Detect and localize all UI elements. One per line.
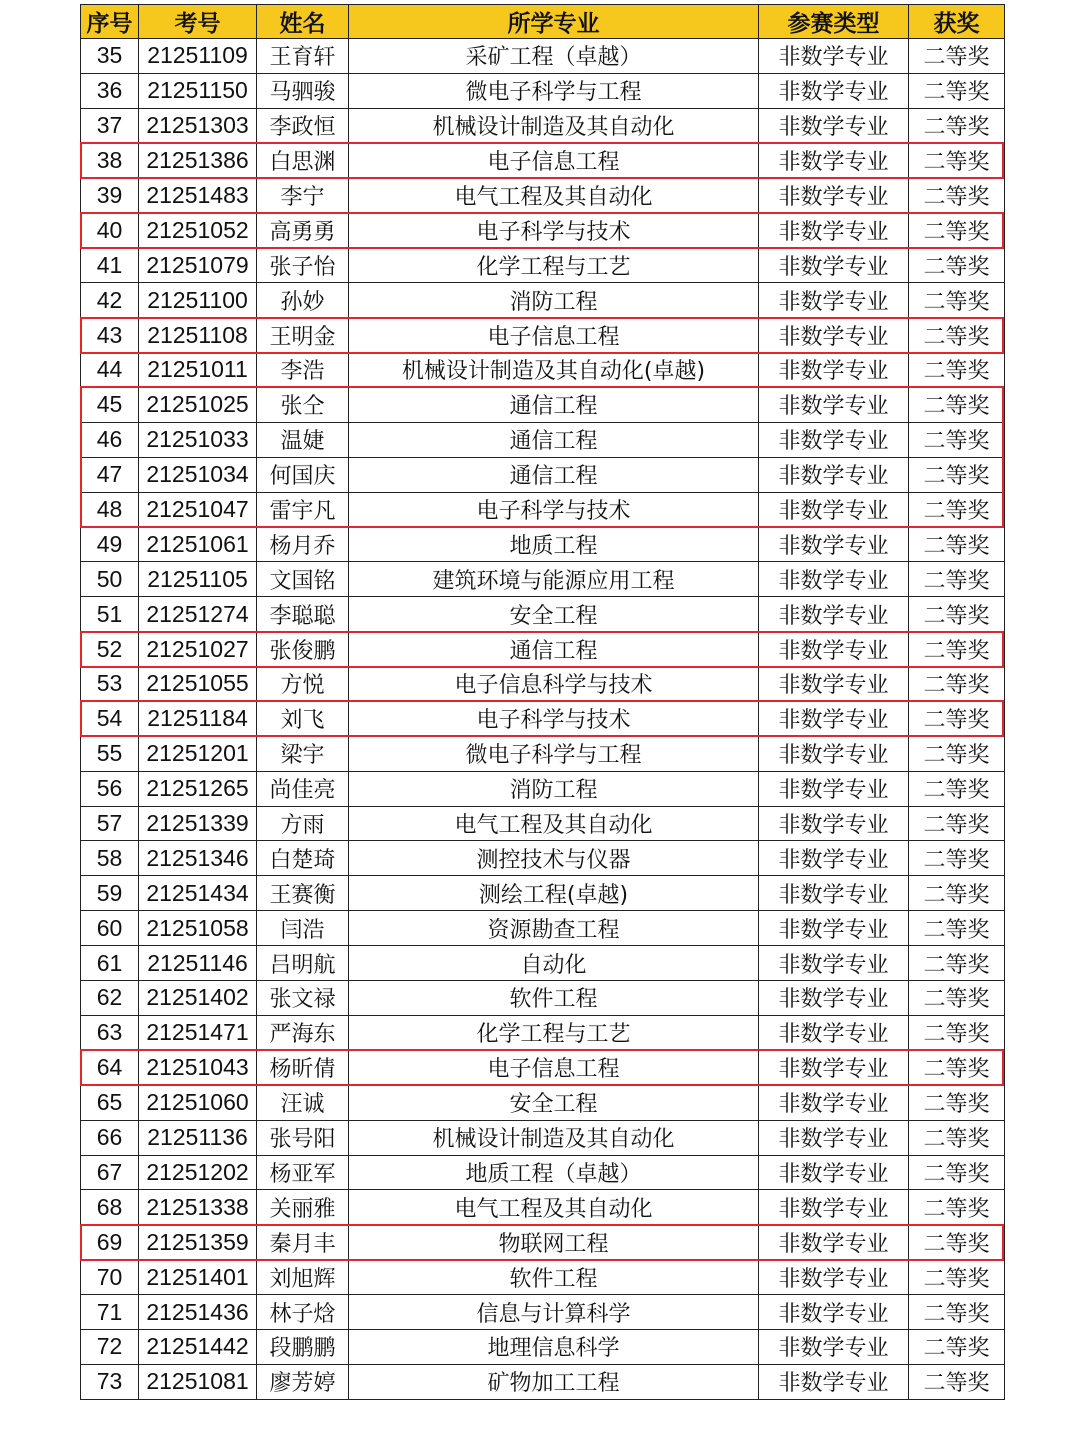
cell-major: 地质工程 [349, 527, 759, 562]
cell-major: 自动化 [349, 946, 759, 981]
cell-name: 方悦 [257, 667, 349, 702]
cell-type: 非数学专业 [759, 1225, 909, 1260]
cell-award: 二等奖 [909, 387, 1005, 422]
cell-award: 二等奖 [909, 353, 1005, 388]
cell-award: 二等奖 [909, 143, 1005, 178]
cell-name: 廖芳婷 [257, 1364, 349, 1399]
cell-type: 非数学专业 [759, 387, 909, 422]
cell-serial: 38 [81, 143, 139, 178]
cell-name: 秦月丰 [257, 1225, 349, 1260]
cell-serial: 47 [81, 457, 139, 492]
cell-serial: 71 [81, 1295, 139, 1330]
cell-serial: 58 [81, 841, 139, 876]
cell-award: 二等奖 [909, 457, 1005, 492]
cell-name: 王赛衡 [257, 876, 349, 911]
cell-serial: 49 [81, 527, 139, 562]
cell-type: 非数学专业 [759, 1364, 909, 1399]
cell-award: 二等奖 [909, 1329, 1005, 1364]
cell-major: 机械设计制造及其自动化 [349, 108, 759, 143]
cell-award: 二等奖 [909, 39, 1005, 74]
cell-serial: 43 [81, 318, 139, 353]
cell-major: 测控技术与仪器 [349, 841, 759, 876]
cell-type: 非数学专业 [759, 1050, 909, 1085]
cell-major: 微电子科学与工程 [349, 73, 759, 108]
cell-major: 信息与计算科学 [349, 1295, 759, 1330]
cell-exam-id: 21251060 [139, 1085, 257, 1120]
header-major: 所学专业 [349, 5, 759, 39]
cell-exam-id: 21251047 [139, 492, 257, 527]
cell-name: 关丽雅 [257, 1190, 349, 1225]
cell-exam-id: 21251265 [139, 771, 257, 806]
cell-major: 化学工程与工艺 [349, 248, 759, 283]
cell-major: 电气工程及其自动化 [349, 178, 759, 213]
cell-award: 二等奖 [909, 1155, 1005, 1190]
cell-exam-id: 21251150 [139, 73, 257, 108]
cell-name: 温婕 [257, 422, 349, 457]
cell-serial: 57 [81, 806, 139, 841]
cell-type: 非数学专业 [759, 527, 909, 562]
cell-serial: 67 [81, 1155, 139, 1190]
cell-type: 非数学专业 [759, 771, 909, 806]
cell-name: 杨昕倩 [257, 1050, 349, 1085]
cell-award: 二等奖 [909, 736, 1005, 771]
cell-major: 通信工程 [349, 457, 759, 492]
cell-exam-id: 21251052 [139, 213, 257, 248]
table-row [81, 1120, 1005, 1155]
cell-name: 杨月乔 [257, 527, 349, 562]
cell-major: 消防工程 [349, 283, 759, 318]
table-row [81, 1190, 1005, 1225]
cell-serial: 65 [81, 1085, 139, 1120]
cell-type: 非数学专业 [759, 806, 909, 841]
table-row [81, 318, 1005, 353]
cell-name: 张号阳 [257, 1120, 349, 1155]
table-row [81, 457, 1005, 492]
cell-type: 非数学专业 [759, 562, 909, 597]
cell-award: 二等奖 [909, 248, 1005, 283]
cell-major: 通信工程 [349, 387, 759, 422]
cell-award: 二等奖 [909, 527, 1005, 562]
cell-serial: 56 [81, 771, 139, 806]
cell-exam-id: 21251043 [139, 1050, 257, 1085]
cell-major: 电子科学与技术 [349, 492, 759, 527]
table-row [81, 597, 1005, 632]
cell-award: 二等奖 [909, 562, 1005, 597]
cell-major: 地质工程（卓越） [349, 1155, 759, 1190]
cell-award: 二等奖 [909, 946, 1005, 981]
table-row [81, 1225, 1005, 1260]
cell-award: 二等奖 [909, 1260, 1005, 1295]
cell-type: 非数学专业 [759, 1155, 909, 1190]
cell-name: 王明金 [257, 318, 349, 353]
cell-type: 非数学专业 [759, 1329, 909, 1364]
cell-exam-id: 21251434 [139, 876, 257, 911]
cell-major: 软件工程 [349, 1260, 759, 1295]
cell-serial: 51 [81, 597, 139, 632]
cell-award: 二等奖 [909, 108, 1005, 143]
cell-major: 电子科学与技术 [349, 701, 759, 736]
cell-type: 非数学专业 [759, 876, 909, 911]
cell-type: 非数学专业 [759, 283, 909, 318]
cell-major: 电气工程及其自动化 [349, 806, 759, 841]
cell-award: 二等奖 [909, 318, 1005, 353]
cell-serial: 55 [81, 736, 139, 771]
cell-major: 矿物加工工程 [349, 1364, 759, 1399]
table-row [81, 1295, 1005, 1330]
cell-type: 非数学专业 [759, 39, 909, 74]
cell-serial: 50 [81, 562, 139, 597]
cell-exam-id: 21251436 [139, 1295, 257, 1330]
table-row [81, 632, 1005, 667]
cell-award: 二等奖 [909, 841, 1005, 876]
cell-serial: 69 [81, 1225, 139, 1260]
cell-serial: 66 [81, 1120, 139, 1155]
table-row [81, 1155, 1005, 1190]
cell-type: 非数学专业 [759, 457, 909, 492]
cell-type: 非数学专业 [759, 841, 909, 876]
cell-type: 非数学专业 [759, 1260, 909, 1295]
cell-exam-id: 21251201 [139, 736, 257, 771]
cell-type: 非数学专业 [759, 143, 909, 178]
cell-award: 二等奖 [909, 911, 1005, 946]
cell-award: 二等奖 [909, 213, 1005, 248]
cell-award: 二等奖 [909, 1190, 1005, 1225]
header-type: 参赛类型 [759, 5, 909, 39]
cell-name: 严海东 [257, 1015, 349, 1050]
cell-serial: 61 [81, 946, 139, 981]
cell-type: 非数学专业 [759, 318, 909, 353]
cell-major: 电子科学与技术 [349, 213, 759, 248]
cell-exam-id: 21251274 [139, 597, 257, 632]
cell-exam-id: 21251402 [139, 981, 257, 1016]
cell-serial: 52 [81, 632, 139, 667]
table-row [81, 806, 1005, 841]
cell-award: 二等奖 [909, 632, 1005, 667]
table-row [81, 876, 1005, 911]
cell-serial: 72 [81, 1329, 139, 1364]
cell-name: 刘旭辉 [257, 1260, 349, 1295]
cell-major: 微电子科学与工程 [349, 736, 759, 771]
table-row [81, 981, 1005, 1016]
cell-exam-id: 21251146 [139, 946, 257, 981]
table-row [81, 701, 1005, 736]
cell-type: 非数学专业 [759, 213, 909, 248]
cell-major: 电子信息科学与技术 [349, 667, 759, 702]
award-table [80, 4, 1005, 1400]
cell-serial: 62 [81, 981, 139, 1016]
cell-name: 吕明航 [257, 946, 349, 981]
cell-serial: 46 [81, 422, 139, 457]
table-row [81, 667, 1005, 702]
cell-major: 机械设计制造及其自动化 [349, 1120, 759, 1155]
cell-name: 段鹏鹏 [257, 1329, 349, 1364]
cell-serial: 68 [81, 1190, 139, 1225]
cell-name: 李政恒 [257, 108, 349, 143]
cell-exam-id: 21251442 [139, 1329, 257, 1364]
cell-major: 安全工程 [349, 1085, 759, 1120]
cell-award: 二等奖 [909, 876, 1005, 911]
table-header-row [81, 5, 1005, 39]
cell-award: 二等奖 [909, 667, 1005, 702]
cell-exam-id: 21251055 [139, 667, 257, 702]
header-name: 姓名 [257, 5, 349, 39]
table-row [81, 527, 1005, 562]
cell-award: 二等奖 [909, 806, 1005, 841]
cell-name: 雷宇凡 [257, 492, 349, 527]
cell-exam-id: 21251359 [139, 1225, 257, 1260]
cell-name: 高勇勇 [257, 213, 349, 248]
cell-name: 刘飞 [257, 701, 349, 736]
cell-major: 电气工程及其自动化 [349, 1190, 759, 1225]
table-row [81, 492, 1005, 527]
cell-name: 李浩 [257, 353, 349, 388]
cell-exam-id: 21251033 [139, 422, 257, 457]
table-row [81, 946, 1005, 981]
table-row [81, 73, 1005, 108]
table-row [81, 213, 1005, 248]
cell-serial: 41 [81, 248, 139, 283]
cell-serial: 39 [81, 178, 139, 213]
cell-type: 非数学专业 [759, 1120, 909, 1155]
cell-name: 张子怡 [257, 248, 349, 283]
cell-serial: 36 [81, 73, 139, 108]
cell-serial: 42 [81, 283, 139, 318]
table-row [81, 143, 1005, 178]
cell-exam-id: 21251184 [139, 701, 257, 736]
cell-name: 王育轩 [257, 39, 349, 74]
cell-name: 何国庆 [257, 457, 349, 492]
cell-award: 二等奖 [909, 1050, 1005, 1085]
cell-name: 马驷骏 [257, 73, 349, 108]
cell-type: 非数学专业 [759, 911, 909, 946]
cell-serial: 60 [81, 911, 139, 946]
cell-exam-id: 21251058 [139, 911, 257, 946]
cell-exam-id: 21251339 [139, 806, 257, 841]
cell-award: 二等奖 [909, 1364, 1005, 1399]
cell-name: 张俊鹏 [257, 632, 349, 667]
cell-exam-id: 21251105 [139, 562, 257, 597]
cell-type: 非数学专业 [759, 736, 909, 771]
table-row [81, 1050, 1005, 1085]
cell-name: 汪诚 [257, 1085, 349, 1120]
cell-serial: 48 [81, 492, 139, 527]
cell-award: 二等奖 [909, 422, 1005, 457]
cell-type: 非数学专业 [759, 353, 909, 388]
table-row [81, 108, 1005, 143]
cell-award: 二等奖 [909, 178, 1005, 213]
cell-exam-id: 21251303 [139, 108, 257, 143]
cell-exam-id: 21251061 [139, 527, 257, 562]
cell-award: 二等奖 [909, 1225, 1005, 1260]
cell-major: 电子信息工程 [349, 143, 759, 178]
cell-serial: 59 [81, 876, 139, 911]
cell-award: 二等奖 [909, 771, 1005, 806]
table-row [81, 283, 1005, 318]
cell-exam-id: 21251011 [139, 353, 257, 388]
table-row [81, 178, 1005, 213]
cell-serial: 37 [81, 108, 139, 143]
cell-type: 非数学专业 [759, 73, 909, 108]
cell-type: 非数学专业 [759, 946, 909, 981]
table-row [81, 841, 1005, 876]
cell-award: 二等奖 [909, 492, 1005, 527]
cell-award: 二等奖 [909, 981, 1005, 1016]
cell-name: 尚佳亮 [257, 771, 349, 806]
cell-exam-id: 21251401 [139, 1260, 257, 1295]
cell-name: 白楚琦 [257, 841, 349, 876]
cell-serial: 44 [81, 353, 139, 388]
cell-exam-id: 21251100 [139, 283, 257, 318]
cell-type: 非数学专业 [759, 597, 909, 632]
cell-award: 二等奖 [909, 73, 1005, 108]
cell-name: 闫浩 [257, 911, 349, 946]
cell-major: 物联网工程 [349, 1225, 759, 1260]
table-row [81, 736, 1005, 771]
cell-exam-id: 21251386 [139, 143, 257, 178]
cell-exam-id: 21251471 [139, 1015, 257, 1050]
cell-type: 非数学专业 [759, 422, 909, 457]
cell-exam-id: 21251346 [139, 841, 257, 876]
cell-exam-id: 21251109 [139, 39, 257, 74]
cell-major: 安全工程 [349, 597, 759, 632]
table-row [81, 771, 1005, 806]
cell-type: 非数学专业 [759, 1085, 909, 1120]
table-body [81, 39, 1005, 1400]
cell-major: 通信工程 [349, 422, 759, 457]
cell-type: 非数学专业 [759, 108, 909, 143]
cell-name: 李宁 [257, 178, 349, 213]
header-serial: 序号 [81, 5, 139, 39]
cell-name: 梁宇 [257, 736, 349, 771]
cell-major: 通信工程 [349, 632, 759, 667]
cell-type: 非数学专业 [759, 701, 909, 736]
table-row [81, 562, 1005, 597]
cell-major: 化学工程与工艺 [349, 1015, 759, 1050]
cell-award: 二等奖 [909, 701, 1005, 736]
cell-serial: 70 [81, 1260, 139, 1295]
cell-major: 测绘工程(卓越) [349, 876, 759, 911]
cell-type: 非数学专业 [759, 248, 909, 283]
cell-serial: 64 [81, 1050, 139, 1085]
cell-type: 非数学专业 [759, 492, 909, 527]
cell-name: 方雨 [257, 806, 349, 841]
cell-name: 张文禄 [257, 981, 349, 1016]
cell-award: 二等奖 [909, 283, 1005, 318]
cell-type: 非数学专业 [759, 1015, 909, 1050]
cell-major: 机械设计制造及其自动化(卓越) [349, 353, 759, 388]
cell-exam-id: 21251081 [139, 1364, 257, 1399]
table-row [81, 39, 1005, 74]
table-row [81, 387, 1005, 422]
cell-type: 非数学专业 [759, 632, 909, 667]
cell-serial: 45 [81, 387, 139, 422]
cell-major: 地理信息科学 [349, 1329, 759, 1364]
cell-major: 软件工程 [349, 981, 759, 1016]
cell-name: 林子焓 [257, 1295, 349, 1330]
cell-serial: 40 [81, 213, 139, 248]
cell-major: 采矿工程（卓越） [349, 39, 759, 74]
table-row [81, 1260, 1005, 1295]
cell-award: 二等奖 [909, 1120, 1005, 1155]
cell-name: 杨亚军 [257, 1155, 349, 1190]
cell-type: 非数学专业 [759, 1190, 909, 1225]
table-row [81, 422, 1005, 457]
cell-exam-id: 21251079 [139, 248, 257, 283]
table-row [81, 1329, 1005, 1364]
cell-serial: 35 [81, 39, 139, 74]
cell-type: 非数学专业 [759, 178, 909, 213]
award-list-container [80, 4, 1004, 1400]
cell-serial: 63 [81, 1015, 139, 1050]
cell-serial: 73 [81, 1364, 139, 1399]
cell-type: 非数学专业 [759, 1295, 909, 1330]
table-row [81, 911, 1005, 946]
cell-award: 二等奖 [909, 597, 1005, 632]
cell-name: 文国铭 [257, 562, 349, 597]
cell-name: 张仝 [257, 387, 349, 422]
header-exam-id: 考号 [139, 5, 257, 39]
cell-exam-id: 21251202 [139, 1155, 257, 1190]
cell-award: 二等奖 [909, 1015, 1005, 1050]
cell-type: 非数学专业 [759, 667, 909, 702]
cell-exam-id: 21251483 [139, 178, 257, 213]
cell-award: 二等奖 [909, 1085, 1005, 1120]
table-row [81, 248, 1005, 283]
table-row [81, 1015, 1005, 1050]
cell-exam-id: 21251108 [139, 318, 257, 353]
cell-serial: 53 [81, 667, 139, 702]
cell-award: 二等奖 [909, 1295, 1005, 1330]
table-row [81, 353, 1005, 388]
cell-exam-id: 21251025 [139, 387, 257, 422]
header-award: 获奖 [909, 5, 1005, 39]
cell-exam-id: 21251338 [139, 1190, 257, 1225]
cell-serial: 54 [81, 701, 139, 736]
cell-major: 建筑环境与能源应用工程 [349, 562, 759, 597]
cell-major: 资源勘查工程 [349, 911, 759, 946]
cell-type: 非数学专业 [759, 981, 909, 1016]
cell-name: 白思渊 [257, 143, 349, 178]
cell-exam-id: 21251136 [139, 1120, 257, 1155]
cell-exam-id: 21251034 [139, 457, 257, 492]
cell-major: 消防工程 [349, 771, 759, 806]
cell-name: 李聪聪 [257, 597, 349, 632]
cell-major: 电子信息工程 [349, 318, 759, 353]
cell-name: 孙妙 [257, 283, 349, 318]
table-row [81, 1364, 1005, 1399]
cell-exam-id: 21251027 [139, 632, 257, 667]
table-row [81, 1085, 1005, 1120]
cell-major: 电子信息工程 [349, 1050, 759, 1085]
